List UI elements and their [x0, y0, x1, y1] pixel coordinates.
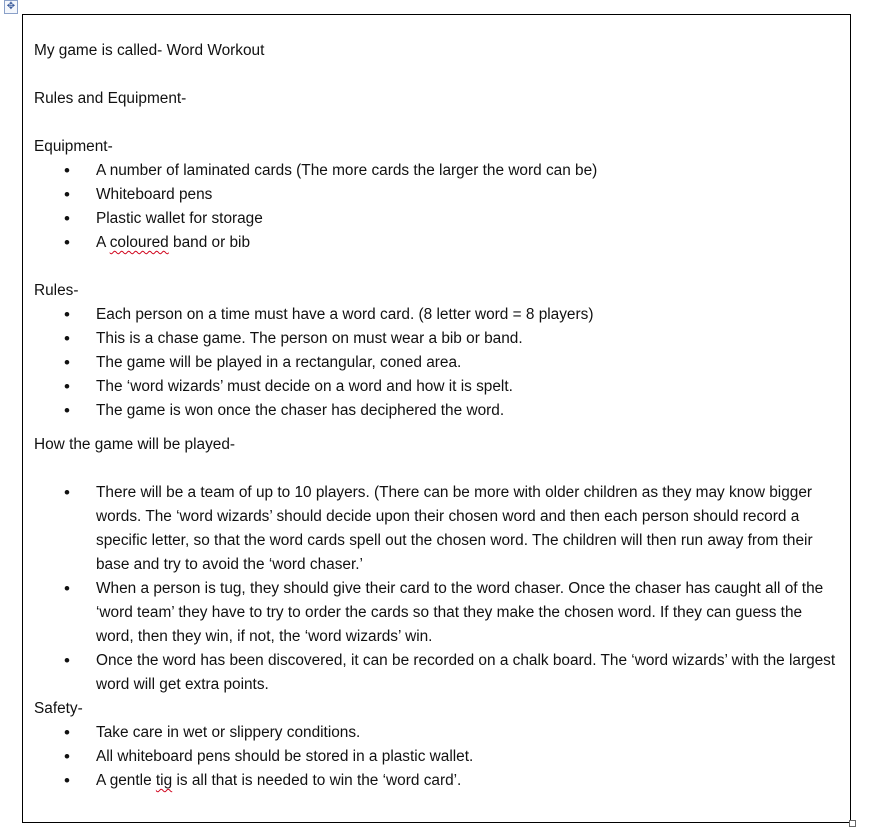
how-played-heading: How the game will be played-	[34, 436, 236, 453]
list-item: • Plastic wallet for storage	[34, 207, 840, 231]
rules-heading: Rules-	[34, 282, 79, 299]
list-item: • When a person is tug, they should give their card to the word chaser. Once the chaser has caught all of the ‘word team’ they have to try to order the cards so that they make the chosen word. If they can guess the word, then they win, if not, the ‘word wizards’ win.	[34, 577, 840, 649]
list-item: • All whiteboard pens should be stored in a plastic wallet.	[34, 745, 840, 769]
rules-list	[34, 303, 840, 423]
equipment-heading: Equipment-	[34, 138, 113, 155]
document-content	[34, 39, 840, 793]
list-item	[34, 769, 840, 793]
text-segment: A gentle	[96, 772, 156, 789]
safety-heading: Safety-	[34, 700, 83, 717]
equipment-list	[34, 159, 840, 255]
list-item: • Whiteboard pens	[34, 183, 840, 207]
list-item: • Each person on a time must have a word card. (8 letter word = 8 players)	[34, 303, 840, 327]
text-segment: band or bib	[168, 234, 251, 251]
list-item: • The game is won once the chaser has deciphered the word.	[34, 399, 840, 423]
list-item: • This is a chase game. The person on must wear a bib or band.	[34, 327, 840, 351]
misspelled-word[interactable]: tig	[155, 772, 173, 789]
table-move-handle-icon[interactable]: ✥	[4, 0, 18, 14]
misspelled-word[interactable]: coloured	[109, 234, 169, 251]
table-resize-handle[interactable]	[849, 820, 856, 827]
how-played-list	[34, 481, 840, 697]
rules-and-equipment-heading: Rules and Equipment-	[34, 90, 187, 107]
list-item: • A number of laminated cards (The more cards the larger the word can be)	[34, 159, 840, 183]
list-item: • Once the word has been discovered, it can be recorded on a chalk board. The ‘word wizards’ with the largest word will get extra points.	[34, 649, 840, 697]
list-item: • Take care in wet or slippery conditions.	[34, 721, 840, 745]
text-segment: is all that is needed to win the ‘word card’.	[172, 772, 462, 789]
text-segment: A	[96, 234, 110, 251]
game-title: My game is called- Word Workout	[34, 42, 265, 59]
list-item: • There will be a team of up to 10 players. (There can be more with older children as they may know bigger words. The ‘word wizards’ should decide upon their chosen word and then each person should record a specific letter, so that the word cards spell out the chosen word. The children will then run away from their base and try to avoid the ‘word chaser.’	[34, 481, 840, 577]
list-item: • The ‘word wizards’ must decide on a word and how it is spelt.	[34, 375, 840, 399]
document-table-cell[interactable]	[22, 14, 851, 823]
safety-list	[34, 721, 840, 793]
list-item: • The game will be played in a rectangular, coned area.	[34, 351, 840, 375]
list-item	[34, 231, 840, 255]
